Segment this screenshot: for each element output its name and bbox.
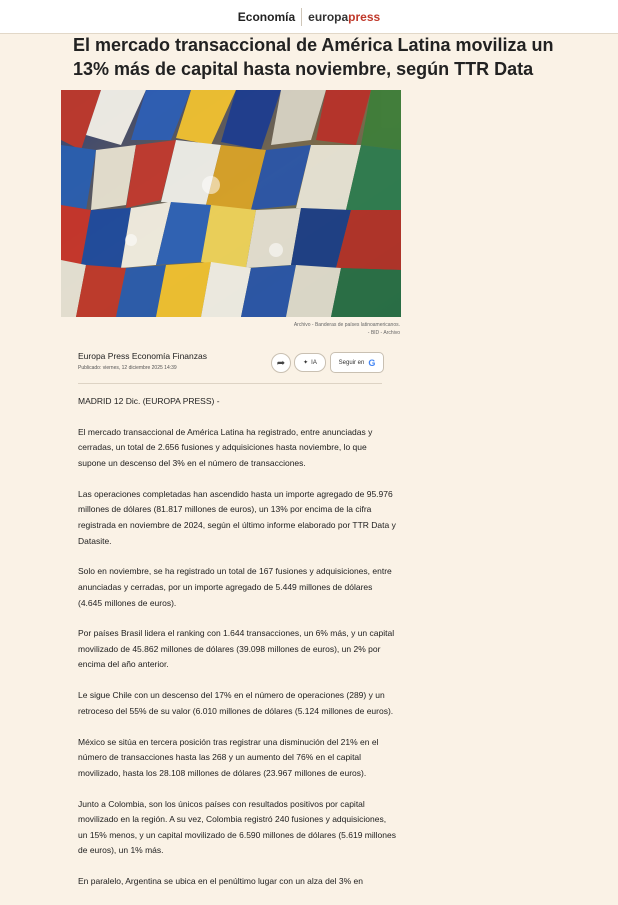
article-body xyxy=(78,394,396,905)
share-arrow-icon: ➦ xyxy=(276,357,286,369)
byline-divider xyxy=(78,383,382,384)
header-divider xyxy=(301,8,302,26)
article-paragraph: MADRID 12 Dic. (EUROPA PRESS) - xyxy=(78,396,220,406)
image-caption-credit: - BID - Archivo xyxy=(367,330,400,336)
article-paragraph: En paralelo, Argentina se ubica en el penúltimo lugar con un alza del 3% en xyxy=(78,876,363,887)
ia-label: IA xyxy=(311,359,317,366)
article-paragraph: México se sitúa en tercera posición tras registrar una disminución del 21% en el número de transacciones hasta las 268 y un aumento del 76% en el capital movilizado, hasta los 28.108 millones de dólares (23.967 millones de euros). xyxy=(78,736,379,778)
site-logo[interactable] xyxy=(308,10,380,24)
follow-on-google-button[interactable] xyxy=(330,352,384,373)
publish-date: Publicado: viernes, 12 diciembre 2025 14:39 xyxy=(78,365,177,371)
author-name[interactable]: Europa Press Economía Finanzas xyxy=(78,351,207,361)
logo-text-europa: europa xyxy=(308,9,349,24)
article-paragraph: Solo en noviembre, se ha registrado un total de 167 fusiones y adquisiciones, entre anunciadas y cerradas, por un importe agregado de 5.449 millones de dólares (4.645 millones de euros). xyxy=(78,566,392,608)
ia-summary-button[interactable] xyxy=(294,353,326,372)
article-paragraph: Las operaciones completadas han ascendido hasta un importe agregado de 95.976 millones de dólares (81.817 millones de euros), un 13% por encima de la cifra registrada en noviembre de 2024, según el último informe elaborado por TTR Data y Datasite. xyxy=(78,488,396,546)
section-link[interactable]: Economía xyxy=(237,9,296,24)
top-navigation-bar xyxy=(0,0,618,34)
logo-text-press: press xyxy=(348,9,381,24)
article-paragraph: Por países Brasil lidera el ranking con 1.644 transacciones, un 6% más, y un capital movilizado de 45.862 millones de dólares (39.098 millones de euros), un 2% por encima del año anterior. xyxy=(78,628,395,670)
article-image-flags xyxy=(61,90,401,317)
image-caption xyxy=(200,321,400,337)
google-icon: G xyxy=(368,357,376,368)
flags-photo xyxy=(61,90,401,317)
article-paragraph: Le sigue Chile con un descenso del 17% en el número de operaciones (289) y un retroceso del 55% de su valor (6.010 millones de dólares (5.124 millones de euros). xyxy=(78,690,394,716)
share-button[interactable] xyxy=(271,353,291,373)
ia-sparkle-icon: ✦ xyxy=(303,360,309,366)
article-title: El mercado transaccional de América Latina moviliza un 13% más de capital hasta noviembre, según TTR Data xyxy=(73,35,554,79)
article-paragraph: Junto a Colombia, son los únicos países con resultados positivos por capital movilizado en la región. A su vez, Colombia registró 240 fusiones y adquisiciones, un 15% menos, y un capital movilizado de 6.590 millones de dólares (5.619 millones de euros), un 1% más. xyxy=(78,798,396,856)
image-caption-text: Archivo - Banderas de países latinoamericanos. xyxy=(293,322,400,328)
article-paragraph: El mercado transaccional de América Latina ha registrado, entre anunciadas y cerradas, un total de 2.656 fusiones y adquisiciones hasta noviembre, lo que supone un descenso del 3% en el número de transacciones. xyxy=(78,426,373,468)
follow-label: Seguir en xyxy=(338,359,365,366)
